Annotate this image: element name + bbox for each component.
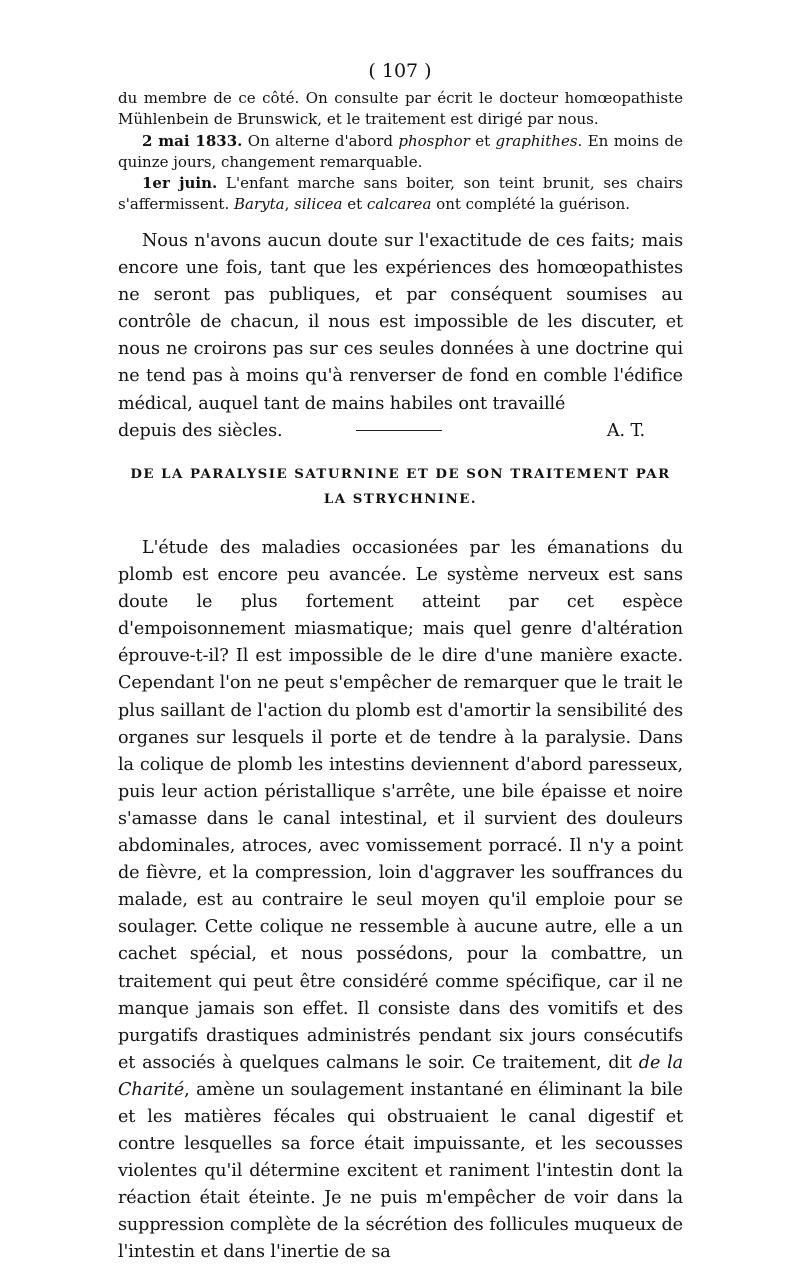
commentary-closing-line bbox=[118, 418, 683, 445]
commentary-paragraph: Nous n'avons aucun doute sur l'exactitude de ces faits; mais encore une fois, tant que les expériences des homœopathistes ne seront pas publiques, et par conséquent soumises au contrôle de chacun, il nous est impossible de les discuter, et nous ne croirons pas sur ces seules données à une doctrine qui ne tend pas à moins qu'à renverser de fond en comble l'édifice médical, auquel tant de mains habiles ont travaillé bbox=[118, 231, 683, 414]
case-note-2: 2 mai 1833. On alterne d'abord phosphor et graphithes. En moins de quinze jours, changement remarquable. bbox=[118, 131, 683, 171]
commentary-closing: depuis des siècles. bbox=[118, 420, 283, 441]
remedy-name: calcarea bbox=[366, 195, 432, 214]
remedy-name: phosphor bbox=[398, 131, 470, 150]
author-signature: A. T. bbox=[606, 420, 645, 441]
case-notes bbox=[118, 88, 683, 216]
remedy-name: graphithes bbox=[495, 131, 578, 150]
date-label: 1er juin. bbox=[142, 174, 218, 193]
hospital-name: de la Charité bbox=[118, 1052, 683, 1100]
date-label: 2 mai 1833. bbox=[142, 131, 243, 150]
page-number: ( 107 ) bbox=[368, 60, 432, 82]
article-body bbox=[118, 535, 683, 1267]
case-note-1: du membre de ce côté. On consulte par écrit le docteur homœopathiste Mühlenbein de Brunswick, et le traitement est dirigé par nous. bbox=[118, 89, 683, 129]
section-divider bbox=[356, 430, 442, 431]
article-paragraph: L'étude des maladies occasionées par les émanations du plomb est encore peu avancée. Le système nerveux est sans doute le plus fortement atteint par cet espèce d'empoisonnement miasmatique; mais quel genre d'altération éprouve-t-il? Il est impossible de le dire d'une manière exacte. Cependant l'on ne peut s'empêcher de remarquer que le trait le plus saillant de l'action du plomb est d'amortir la sensibilité des organes sur lesquels il porte et de tendre à la paralysie. Dans la colique de plomb les intestins deviennent d'abord paresseux, puis leur action péristallique s'arrête, une bile épaisse et noire s'amasse dans le canal intestinal, et il survient des douleurs abdominales, atroces, avec vomissement porracé. Il n'y a point de fièvre, et la compression, loin d'aggraver les souffrances du malade, est au contraire le seul moyen qu'il emploie pour se soulager. Cette colique ne ressemble à aucune autre, elle a un cachet spécial, et nous possédons, pour la combattre, un traitement qui peut être considéré comme spécifique, car il ne manque jamais son effet. Il consiste dans des vomitifs et des purgatifs drastiques administrés pendant six jours consécutifs et associés à quelques calmans le soir. Ce traitement, dit de la Charité, amène un soulagement instantané en éliminant la bile et les matières fécales qui obstruaient le canal digestif et contre lesquelles sa force était impuissante, et les secousses violentes qu'il détermine excitent et raniment l'intestin dont la réaction était éteinte. Je ne puis m'empêcher de voir dans la suppression complète de la sécrétion des follicules muqueux de l'intestin et dans l'inertie de sa bbox=[118, 538, 683, 1263]
remedy-name: silicea bbox=[294, 195, 343, 214]
article-title-line-1: DE LA PARALYSIE SATURNINE ET DE SON TRAITEMENT PAR bbox=[130, 467, 671, 482]
case-note-3: 1er juin. L'enfant marche sans boiter, son teint brunit, ses chairs s'affermissent. Baryta, silicea et calcarea ont complété la guérison. bbox=[118, 174, 684, 214]
article-title-line-2: LA STRYCHNINE. bbox=[323, 492, 478, 507]
remedy-name: Baryta bbox=[234, 195, 285, 214]
commentary bbox=[118, 228, 683, 445]
article-title bbox=[118, 462, 683, 512]
